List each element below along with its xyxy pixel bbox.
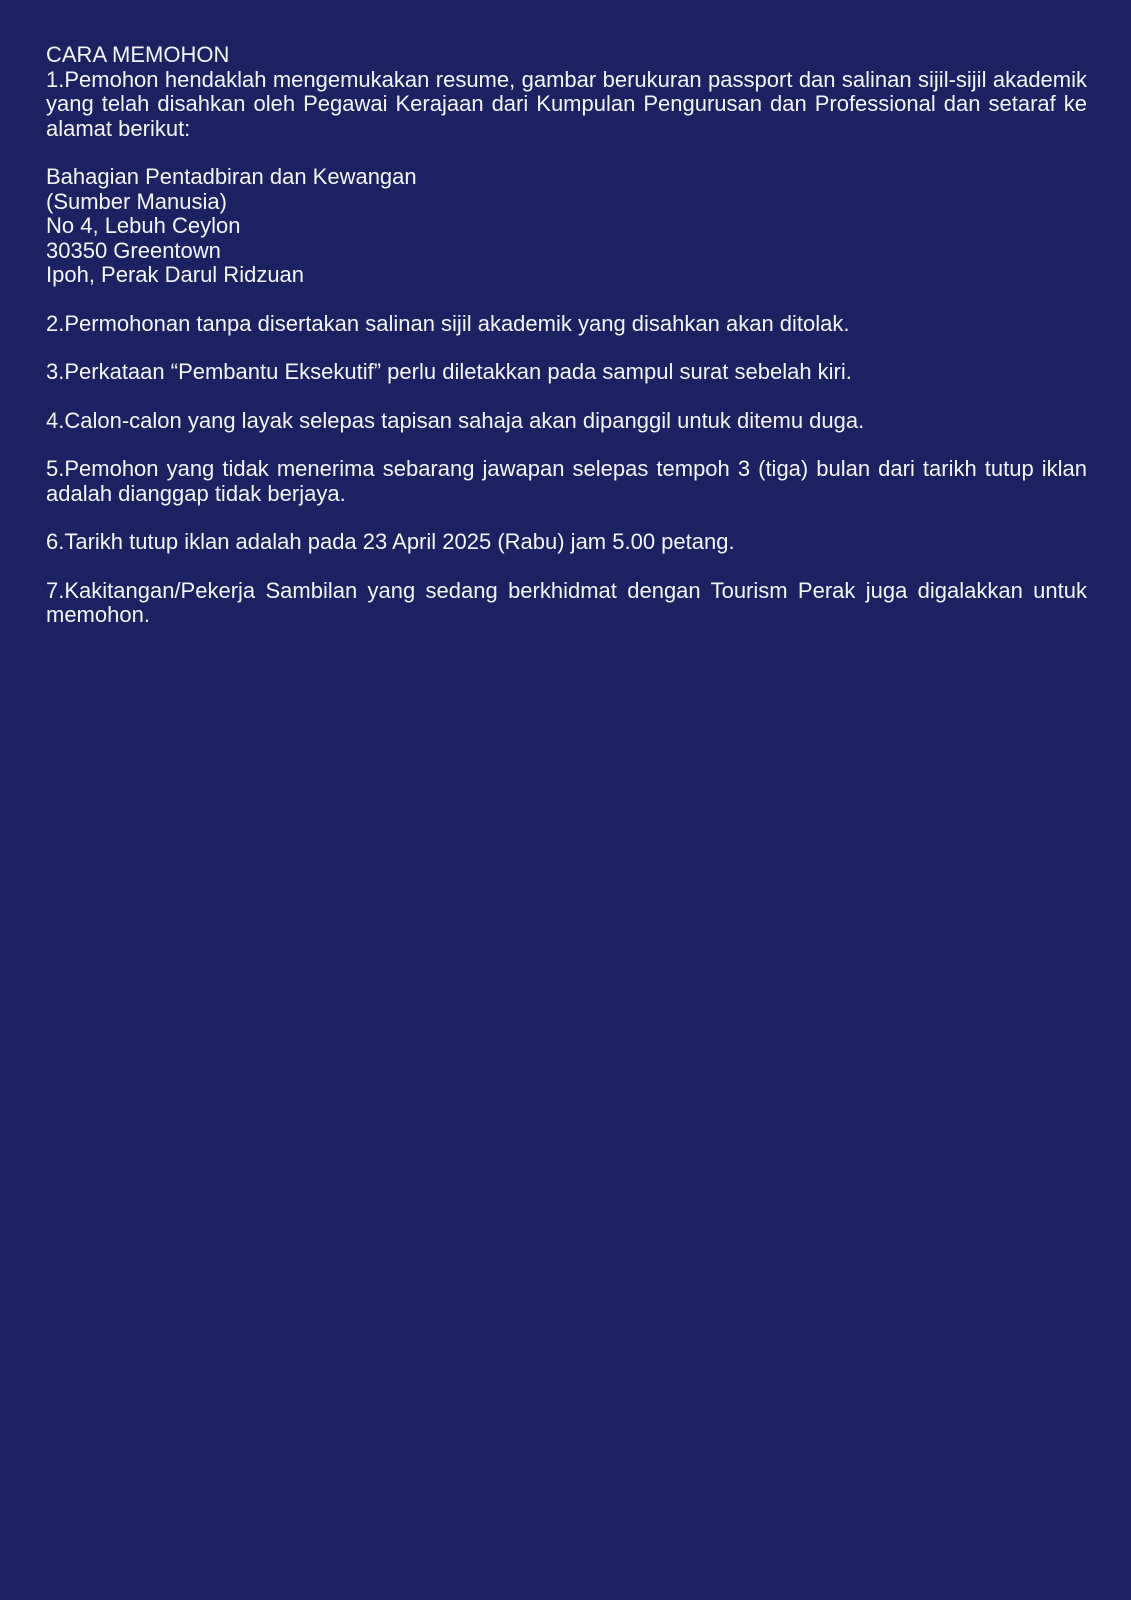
- section-heading: CARA MEMOHON: [46, 42, 230, 67]
- document-body: [46, 43, 1087, 628]
- address-line-unit: (Sumber Manusia): [46, 188, 227, 214]
- mailing-address: [46, 165, 1087, 288]
- instruction-3: 3.Perkataan “Pembantu Eksekutif” perlu diletakkan pada sampul surat sebelah kiri.: [46, 359, 852, 384]
- instruction-2: 2.Permohonan tanpa disertakan salinan sijil akademik yang disahkan akan ditolak.: [46, 310, 850, 336]
- instruction-5: 5.Pemohon yang tidak menerima sebarang jawapan selepas tempoh 3 (tiga) bulan dari tarikh tutup iklan adalah dianggap tidak berjaya.: [46, 456, 1087, 506]
- instruction-1: 1.Pemohon hendaklah mengemukakan resume, gambar berukuran passport dan salinan sijil-sijil akademik yang telah disahkan oleh Pegawai Kerajaan dari Kumpulan Pengurusan dan Professional dan setaraf ke alamat berikut:: [46, 66, 1087, 141]
- address-line-street: No 4, Lebuh Ceylon: [46, 213, 241, 238]
- address-line-city: Ipoh, Perak Darul Ridzuan: [46, 262, 305, 287]
- address-line-department: Bahagian Pentadbiran dan Kewangan: [46, 164, 417, 189]
- instruction-7: 7.Kakitangan/Pekerja Sambilan yang sedang berkhidmat dengan Tourism Perak juga digalakkan untuk memohon.: [46, 577, 1087, 627]
- instruction-4: 4.Calon-calon yang layak selepas tapisan sahaja akan dipanggil untuk ditemu duga.: [46, 407, 865, 433]
- address-line-postcode: 30350 Greentown: [46, 237, 221, 263]
- instruction-6: 6.Tarikh tutup iklan adalah pada 23 April 2025 (Rabu) jam 5.00 petang.: [46, 529, 735, 554]
